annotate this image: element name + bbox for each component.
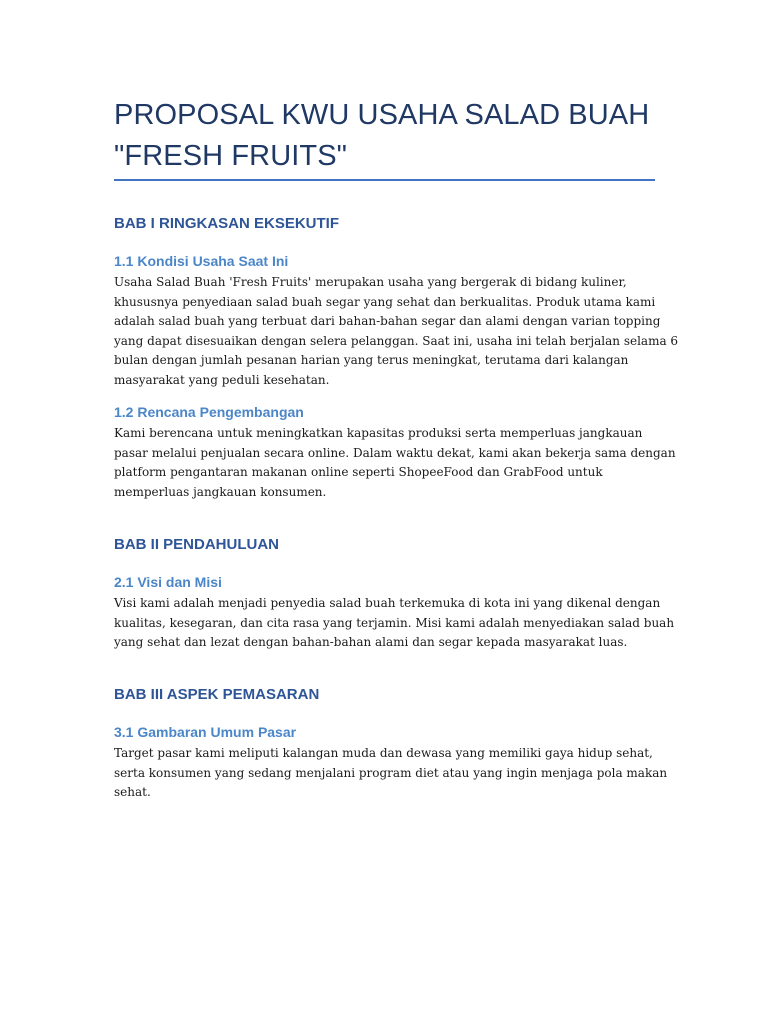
section-heading-bab-3: BAB III ASPEK PEMASARAN: [114, 686, 320, 703]
paragraph-line: sehat.: [114, 785, 151, 799]
paragraph-line: Kami berencana untuk meningkatkan kapasitas produksi serta memperluas jangkauan: [114, 426, 643, 440]
paragraph-1-2: [114, 424, 676, 502]
subsection-heading-2-1: 2.1 Visi dan Misi: [114, 574, 222, 590]
paragraph-line: kualitas, kesegaran, dan cita rasa yang terjamin. Misi kami adalah menyediakan salad buah: [114, 615, 675, 630]
paragraph-line: Target pasar kami meliputi kalangan muda dan dewasa yang memiliki gaya hidup sehat,: [114, 746, 653, 760]
paragraph-line: bulan dengan jumlah pesanan harian yang terus meningkat, terutama dari kalangan: [114, 353, 629, 367]
paragraph-line: khususnya penyediaan salad buah segar yang sehat dan berkualitas. Produk utama kami: [114, 294, 656, 309]
title-line: PROPOSAL KWU USAHA SALAD BUAH: [114, 99, 650, 131]
subsection-heading-1-1: 1.1 Kondisi Usaha Saat Ini: [114, 253, 289, 269]
paragraph-line: platform pengantaran makanan online seperti ShopeeFood dan GrabFood untuk: [114, 465, 603, 479]
section-heading-bab-1: BAB I RINGKASAN EKSEKUTIF: [114, 215, 340, 232]
paragraph-2-1: [114, 594, 675, 653]
paragraph-1-1: [114, 273, 679, 390]
paragraph-line: yang dapat disesuaikan dengan selera pelanggan. Saat ini, usaha ini telah berjalan selama 6: [114, 333, 679, 348]
title-line: "FRESH FRUITS": [114, 140, 348, 172]
paragraph-line: adalah salad buah yang terbuat dari bahan-bahan segar dan alami dengan varian topping: [114, 314, 661, 328]
paragraph-line: memperluas jangkauan konsumen.: [114, 484, 327, 499]
paragraph-line: yang sehat dan lezat dengan bahan-bahan alami dan segar kepada masyarakat luas.: [114, 635, 628, 649]
section-heading-bab-2: BAB II PENDAHULUAN: [114, 536, 279, 553]
subsection-heading-1-2: 1.2 Rencana Pengembangan: [114, 404, 304, 420]
paragraph-line: Usaha Salad Buah 'Fresh Fruits' merupakan usaha yang bergerak di bidang kuliner,: [114, 275, 627, 289]
paragraph-line: serta konsumen yang sedang menjalani program diet atau yang ingin menjaga pola makan: [114, 765, 668, 780]
paragraph-line: pasar melalui penjualan secara online. Dalam waktu dekat, kami akan bekerja sama dengan: [114, 445, 676, 460]
title-underline: [114, 179, 655, 181]
document-title: [114, 95, 655, 177]
subsection-heading-3-1: 3.1 Gambaran Umum Pasar: [114, 724, 297, 740]
paragraph-line: masyarakat yang peduli kesehatan.: [114, 372, 330, 387]
paragraph-line: Visi kami adalah menjadi penyedia salad buah terkemuka di kota ini yang dikenal dengan: [114, 596, 661, 610]
paragraph-3-1: [114, 744, 668, 803]
